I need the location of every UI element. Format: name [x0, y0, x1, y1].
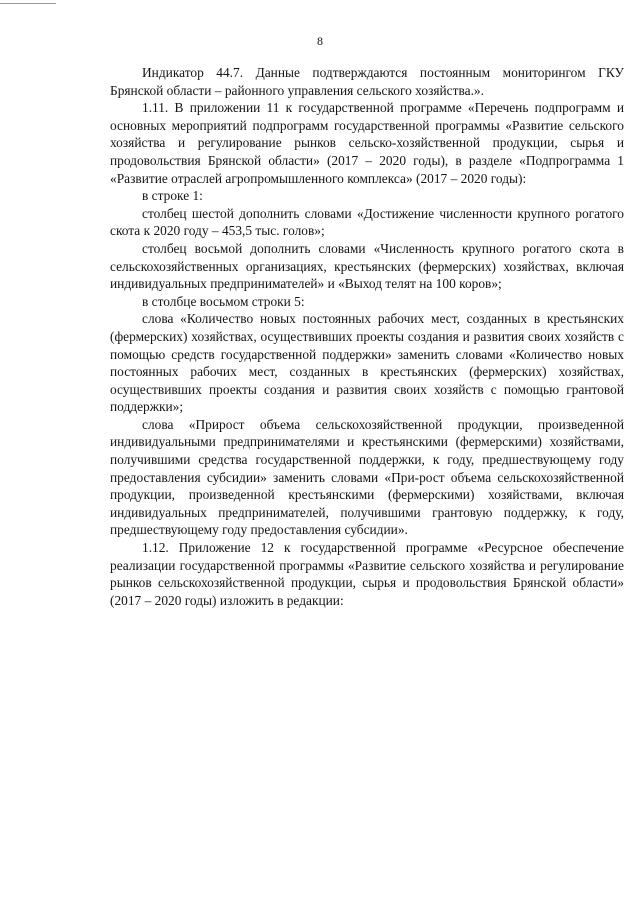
top-edge-rule — [0, 3, 56, 4]
paragraph-1-12: 1.12. Приложение 12 к государственной программе «Ресурсное обеспечение реализации государственной программы «Развитие сельского хозяйства и регулирование рынков сельскохозяйственной продукции, сырья и продовольствия Брянской области» (2017 – 2020 годы) изложить в редакции: — [110, 540, 624, 608]
paragraph-row-1: в строке 1: — [142, 188, 203, 204]
paragraph-column-6: столбец шестой дополнить словами «Достижение численности крупного рогатого скота к 2020 году – 453,5 тыс. голов»; — [110, 205, 624, 239]
paragraph-column-8: столбец восьмой дополнить словами «Численность крупного рогатого скота в сельскохозяйственных организациях, крестьянских (фермерских) хозяйствах, включая индивидуальных предпринимателей» и «Выход телят на 100 коров»; — [110, 240, 624, 292]
paragraph-replace-growth: слова «Прирост объема сельскохозяйственной продукции, произведенной индивидуальными предпринимателями и крестьянскими (фермерскими) хозяйствами, получившими средства государственной поддержки, к году, предшествующему году предоставления субсидии» заменить словами «При-рост объема сельскохозяйственной продукции, произведенной крестьянскими (фермерскими) хозяйствами, включая индивидуальных предпринимателей, получившими грантовую поддержку, к году, предшествующему году предоставления субсидии». — [110, 416, 624, 538]
page-number: 8 — [317, 34, 323, 48]
paragraph-row-5: в столбце восьмом строки 5: — [142, 293, 305, 309]
document-body — [110, 64, 624, 609]
paragraph-indicator-44-7: Индикатор 44.7. Данные подтверждаются постоянным мониторингом ГКУ Брянской области – районного управления сельского хозяйства.». — [110, 65, 624, 98]
paragraph-1-11: 1.11. В приложении 11 к государственной программе «Перечень подпрограмм и основных мероприятий подпрограмм государственной программы «Развитие сельского хозяйства и регулирование рынков сельско-хозяйственной продукции, сырья и продовольствия Брянской области» (2017 – 2020 годы), в разделе «Подпрограмма 1 «Развитие отраслей агропромышленного комплекса» (2017 – 2020 годы): — [110, 100, 624, 186]
paragraph-replace-jobs: слова «Количество новых постоянных рабочих мест, созданных в крестьянских (фермерских) хозяйствах, осуществивших проекты создания и развития своих хозяйств с помощью средств государственной поддержки» заменить словами «Количество новых постоянных рабочих мест, созданных в крестьянских (фермерских) хозяйствах, осуществивших проекты создания и развития своих хозяйств с помощью грантовой поддержки»; — [110, 311, 624, 415]
